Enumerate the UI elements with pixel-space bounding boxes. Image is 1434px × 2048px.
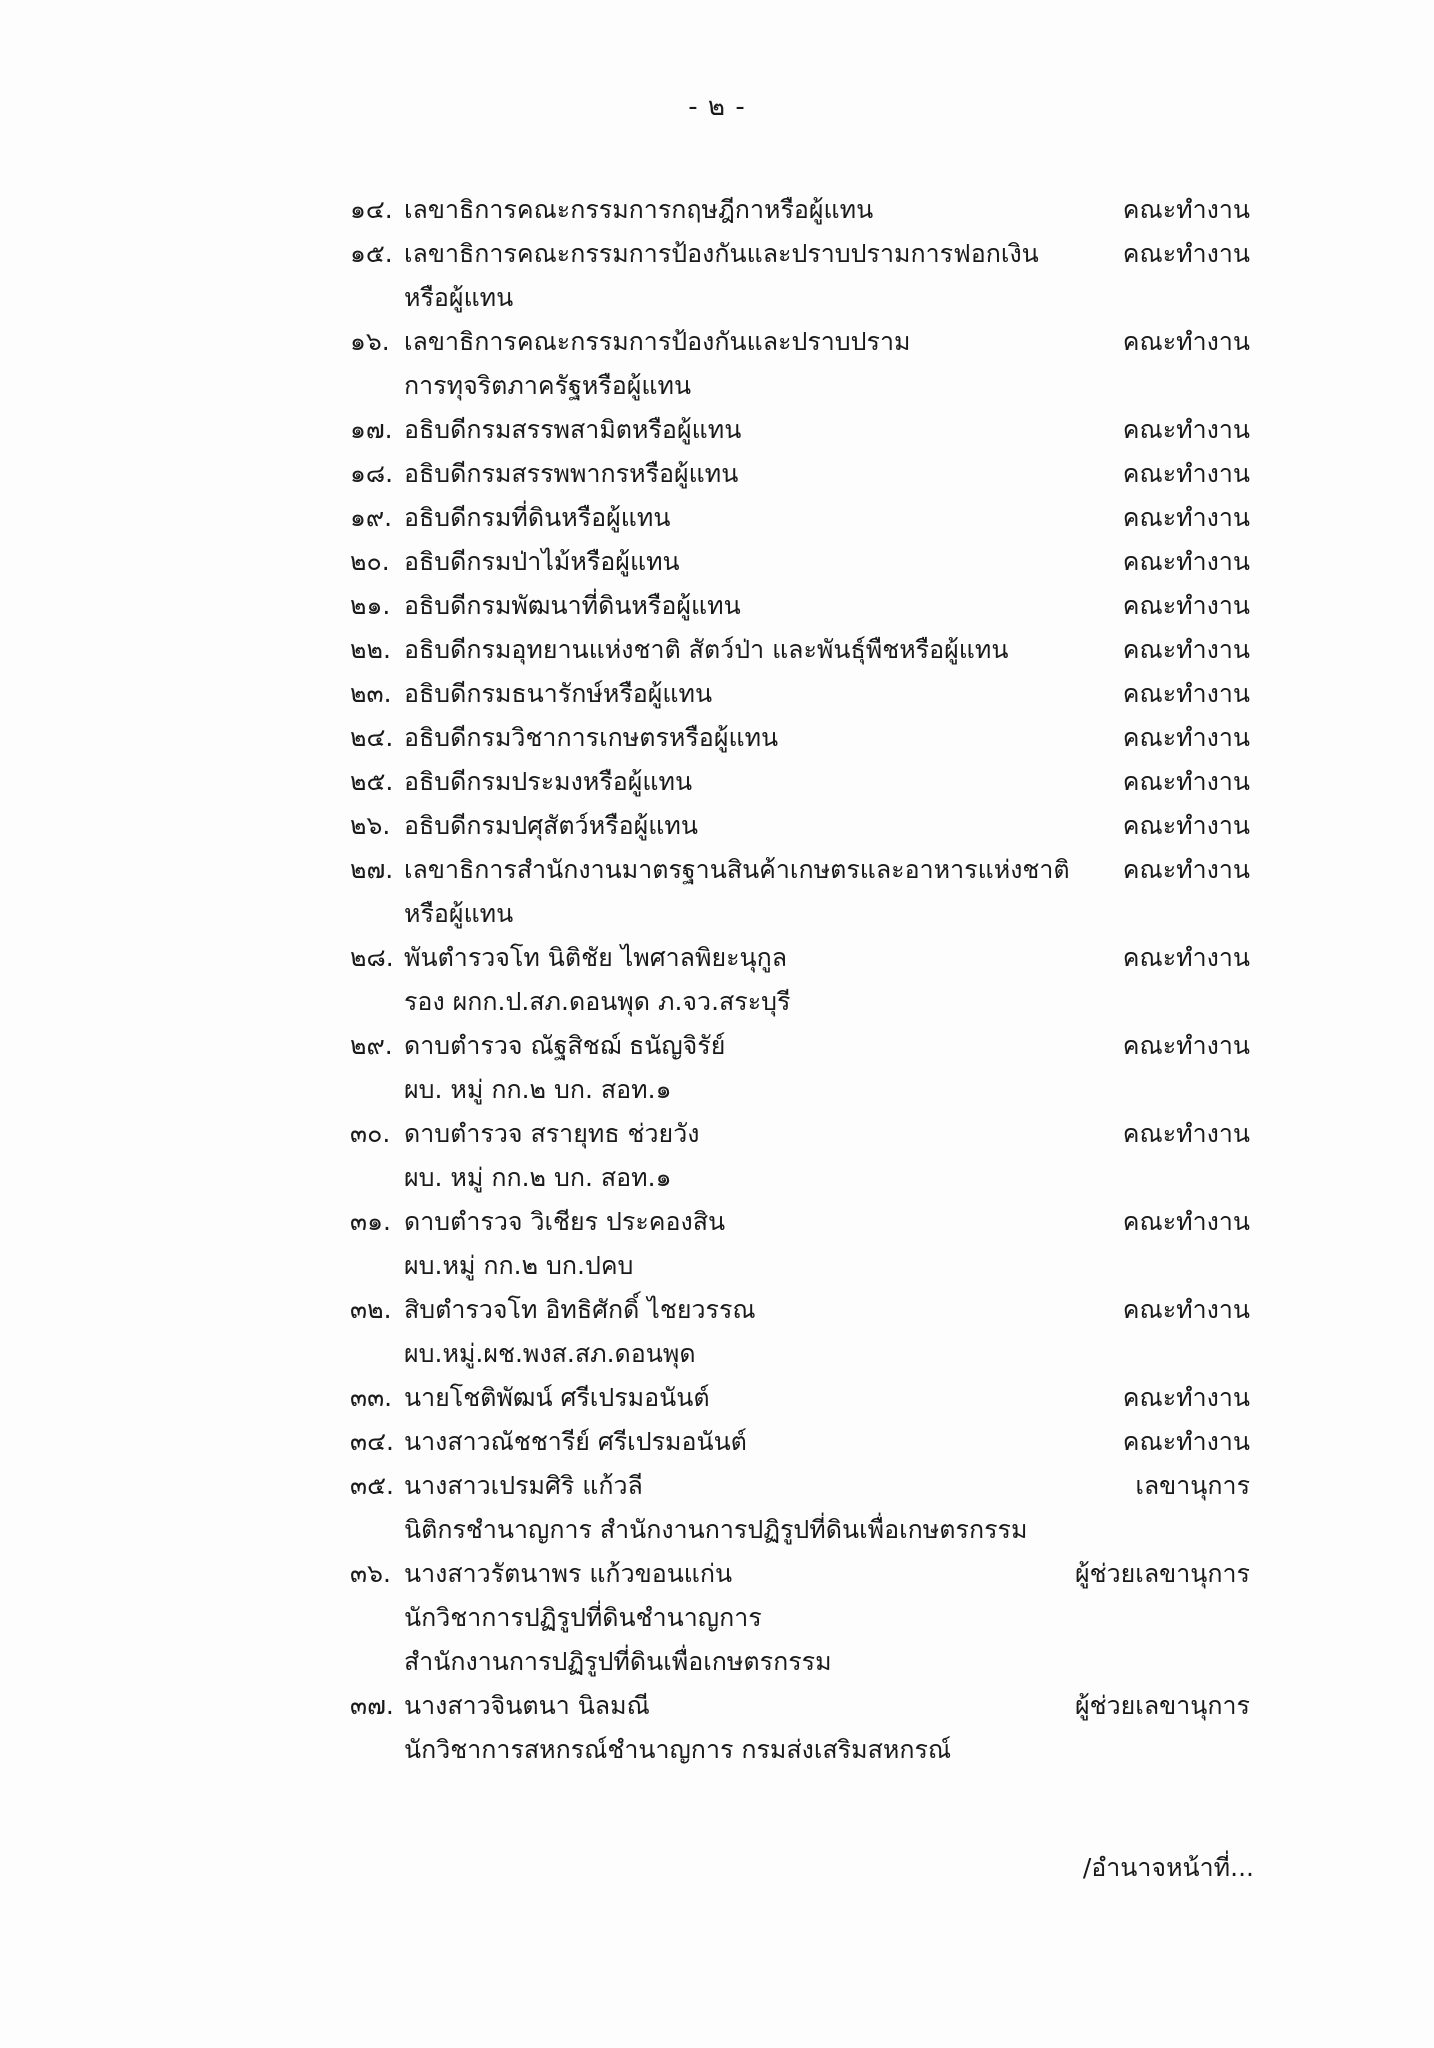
member-detail: นิติกรชำนาญการ สำนักงานการปฏิรูปที่ดินเพื่อเกษตรกรรม [404, 1515, 1028, 1544]
member-item [340, 628, 1260, 672]
member-number: ๒๐. [350, 547, 390, 576]
member-item [340, 540, 1260, 584]
member-number: ๑๙. [350, 503, 393, 532]
member-name: ดาบตำรวจ ณัฐสิชฌ์ ธนัญจิรัย์ [404, 1031, 726, 1060]
member-role: คณะทำงาน [1122, 503, 1250, 532]
member-number: ๓๔. [350, 1427, 394, 1456]
member-role: คณะทำงาน [1122, 459, 1250, 488]
member-detail: สำนักงานการปฏิรูปที่ดินเพื่อเกษตรกรรม [404, 1647, 832, 1676]
member-item [340, 1288, 1260, 1376]
member-number: ๓๖. [350, 1559, 391, 1588]
member-number: ๒๓. [350, 679, 392, 708]
member-name: อธิบดีกรมอุทยานแห่งชาติ สัตว์ป่า และพันธุ์พืชหรือผู้แทน [404, 635, 1009, 664]
member-name: พันตำรวจโท นิติชัย ไพศาลพิยะนุกูล [404, 943, 788, 972]
member-item [340, 232, 1260, 320]
member-number: ๒๙. [350, 1031, 393, 1060]
member-name: ดาบตำรวจ วิเชียร ประคองสิน [404, 1207, 726, 1236]
member-name: อธิบดีกรมสรรพพากรหรือผู้แทน [404, 459, 739, 488]
member-role: คณะทำงาน [1122, 591, 1250, 620]
member-role: คณะทำงาน [1122, 547, 1250, 576]
member-number: ๓๐. [350, 1119, 391, 1148]
member-role: คณะทำงาน [1122, 943, 1250, 972]
member-role: คณะทำงาน [1122, 1207, 1250, 1236]
member-role: คณะทำงาน [1122, 415, 1250, 444]
member-number: ๓๒. [350, 1295, 392, 1324]
member-item [340, 1112, 1260, 1200]
member-number: ๒๑. [350, 591, 391, 620]
member-number: ๑๖. [350, 327, 390, 356]
member-name: เลขาธิการคณะกรรมการป้องกันและปราบปรามการฟอกเงิน [404, 239, 1039, 268]
member-item [340, 1684, 1260, 1772]
member-item [340, 188, 1260, 232]
member-item [340, 760, 1260, 804]
member-name: นางสาวจินตนา นิลมณี [404, 1691, 650, 1720]
member-detail: ผบ. หมู่ กก.๒ บก. สอท.๑ [404, 1163, 672, 1192]
member-number: ๒๔. [350, 723, 394, 752]
member-detail: นักวิชาการสหกรณ์ชำนาญการ กรมส่งเสริมสหกรณ์ [404, 1735, 952, 1764]
member-item [340, 716, 1260, 760]
member-name: เลขาธิการคณะกรรมการกฤษฎีกาหรือผู้แทน [404, 195, 874, 224]
member-detail: ผบ. หมู่ กก.๒ บก. สอท.๑ [404, 1075, 672, 1104]
member-item [340, 804, 1260, 848]
member-item [340, 320, 1260, 408]
member-role: คณะทำงาน [1122, 195, 1250, 224]
member-role: คณะทำงาน [1122, 855, 1250, 884]
page-number: - ๒ - [688, 92, 746, 122]
member-number: ๓๑. [350, 1207, 391, 1236]
member-number: ๒๕. [350, 767, 394, 796]
member-name: นางสาวรัตนาพร แก้วขอนแก่น [404, 1559, 733, 1588]
member-list [340, 188, 1260, 1772]
member-role: คณะทำงาน [1122, 767, 1250, 796]
member-item [340, 1376, 1260, 1420]
member-name: ดาบตำรวจ สรายุทธ ช่วยวัง [404, 1119, 700, 1148]
member-name: นางสาวณัชชารีย์ ศรีเปรมอนันต์ [404, 1427, 747, 1456]
member-name: อธิบดีกรมพัฒนาที่ดินหรือผู้แทน [404, 591, 741, 620]
member-item [340, 452, 1260, 496]
member-name: อธิบดีกรมประมงหรือผู้แทน [404, 767, 693, 796]
member-number: ๓๕. [350, 1471, 394, 1500]
member-item [340, 408, 1260, 452]
member-item [340, 1420, 1260, 1464]
member-role: ผู้ช่วยเลขานุการ [1075, 1691, 1250, 1720]
member-item [340, 1200, 1260, 1288]
member-number: ๓๓. [350, 1383, 393, 1412]
member-item [340, 1552, 1260, 1684]
member-role: คณะทำงาน [1122, 1119, 1250, 1148]
member-name: สิบตำรวจโท อิทธิศักดิ์ ไชยวรรณ [404, 1295, 756, 1324]
member-item [340, 1464, 1260, 1552]
member-number: ๓๗. [350, 1691, 394, 1720]
member-role: คณะทำงาน [1122, 1295, 1250, 1324]
member-name: อธิบดีกรมที่ดินหรือผู้แทน [404, 503, 671, 532]
member-role: คณะทำงาน [1122, 811, 1250, 840]
member-number: ๒๖. [350, 811, 391, 840]
member-detail: ผบ.หมู่ กก.๒ บก.ปคบ [404, 1251, 634, 1280]
member-number: ๒๗. [350, 855, 394, 884]
member-name: อธิบดีกรมป่าไม้หรือผู้แทน [404, 547, 680, 576]
member-role: คณะทำงาน [1122, 679, 1250, 708]
member-detail: การทุจริตภาครัฐหรือผู้แทน [404, 371, 692, 400]
member-role: คณะทำงาน [1122, 1031, 1250, 1060]
member-name: อธิบดีกรมสรรพสามิตหรือผู้แทน [404, 415, 742, 444]
member-role: คณะทำงาน [1122, 1427, 1250, 1456]
member-detail: หรือผู้แทน [404, 283, 514, 312]
member-detail: รอง ผกก.ป.สภ.ดอนพุด ภ.จว.สระบุรี [404, 987, 791, 1016]
member-role: คณะทำงาน [1122, 723, 1250, 752]
member-line [340, 1464, 1260, 1508]
member-name: นางสาวเปรมศิริ แก้วลี [404, 1471, 643, 1500]
member-item [340, 496, 1260, 540]
member-item [340, 1024, 1260, 1112]
member-name: อธิบดีกรมปศุสัตว์หรือผู้แทน [404, 811, 698, 840]
member-number: ๒๒. [350, 635, 391, 664]
member-number: ๑๘. [350, 459, 394, 488]
member-role: คณะทำงาน [1122, 327, 1250, 356]
member-item [340, 936, 1260, 1024]
member-role: คณะทำงาน [1122, 635, 1250, 664]
member-name: นายโชติพัฒน์ ศรีเปรมอนันต์ [404, 1383, 710, 1412]
member-name: อธิบดีกรมวิชาการเกษตรหรือผู้แทน [404, 723, 779, 752]
member-number: ๑๕. [350, 239, 393, 268]
member-detail: ผบ.หมู่.ผช.พงส.สภ.ดอนพุด [404, 1339, 696, 1368]
member-role: เลขานุการ [1135, 1471, 1250, 1500]
member-role: ผู้ช่วยเลขานุการ [1075, 1559, 1250, 1588]
member-number: ๑๗. [350, 415, 393, 444]
member-item [340, 584, 1260, 628]
continuation-note: /อำนาจหน้าที่... [1082, 1853, 1254, 1882]
member-role: คณะทำงาน [1122, 1383, 1250, 1412]
member-number: ๑๔. [350, 195, 393, 224]
member-role: คณะทำงาน [1122, 239, 1250, 268]
member-name: เลขาธิการสำนักงานมาตรฐานสินค้าเกษตรและอาหารแห่งชาติ [404, 855, 1070, 884]
member-name: เลขาธิการคณะกรรมการป้องกันและปราบปราม [404, 327, 911, 356]
member-number: ๒๘. [350, 943, 394, 972]
member-detail: นักวิชาการปฏิรูปที่ดินชำนาญการ [404, 1603, 762, 1632]
member-detail: หรือผู้แทน [404, 899, 514, 928]
member-item [340, 672, 1260, 716]
member-item [340, 848, 1260, 936]
member-name: อธิบดีกรมธนารักษ์หรือผู้แทน [404, 679, 713, 708]
